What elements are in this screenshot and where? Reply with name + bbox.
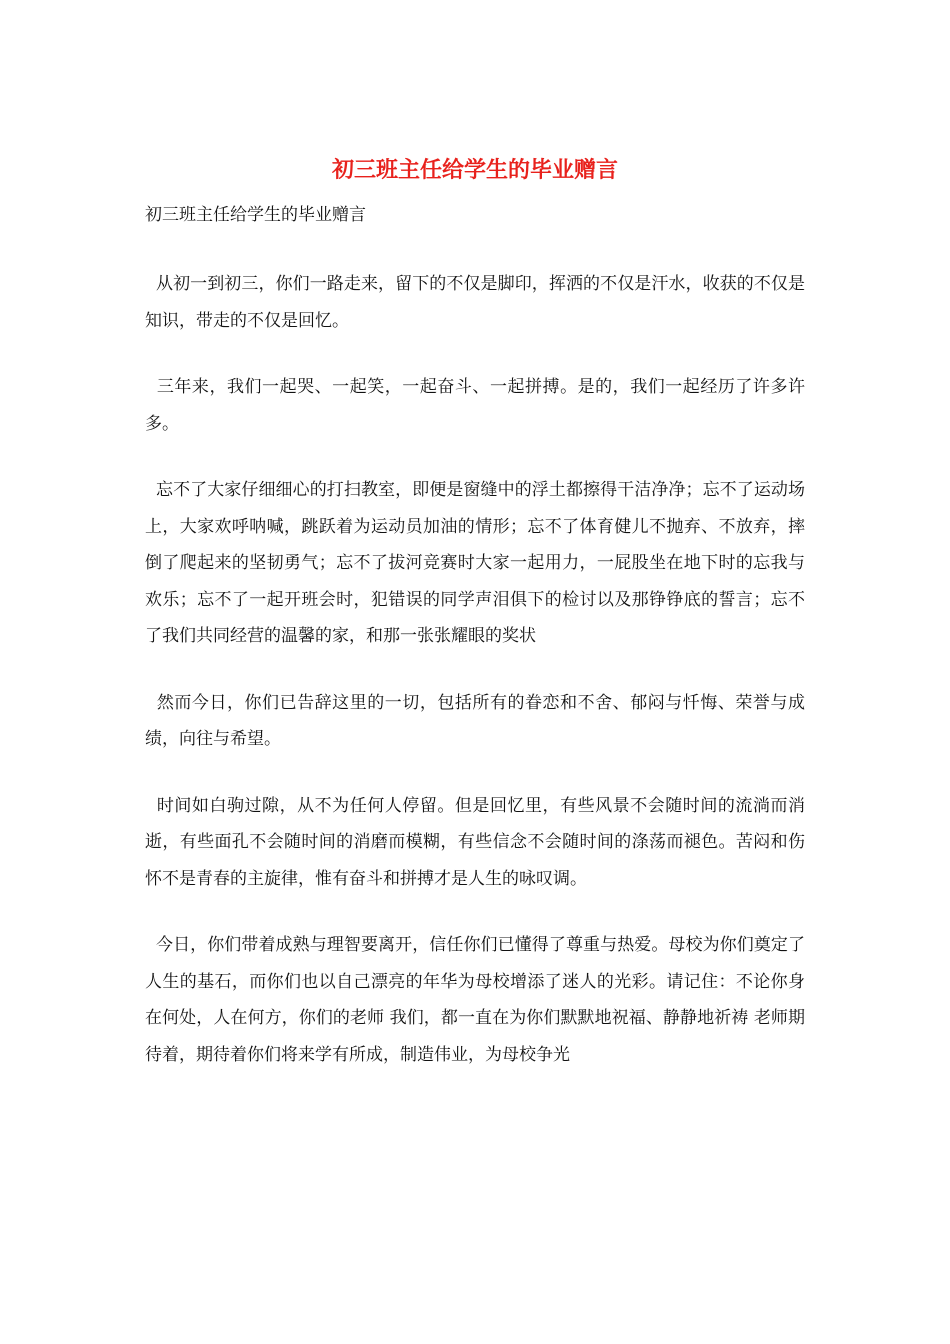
paragraph-5: 时间如白驹过隙，从不为任何人停留。但是回忆里，有些风景不会随时间的流淌而消逝，有些面孔不会随时间的消磨而模糊，有些信念不会随时间的涤荡而褪色。苦闷和伤怀不是青春的主旋律，惟有奋斗和拼搏才是人生的咏叹调。 — [145, 795, 805, 889]
document-body — [145, 266, 805, 1103]
document-title: 初三班主任给学生的毕业赠言 — [331, 157, 618, 183]
paragraph-4: 然而今日，你们已告辞这里的一切，包括所有的眷恋和不舍、郁闷与忏悔、荣誉与成绩，向往与希望。 — [145, 692, 805, 749]
paragraph-3: 忘不了大家仔细细心的打扫教室，即便是窗缝中的浮土都擦得干洁净净；忘不了运动场上，大家欢呼呐喊，跳跃着为运动员加油的情形；忘不了体育健儿不抛弃、不放弃，摔倒了爬起来的坚韧勇气；忘不了拔河竞赛时大家一起用力，一屁股坐在地下时的忘我与欢乐；忘不了一起开班会时，犯错误的同学声泪俱下的检讨以及那铮铮底的誓言；忘不了我们共同经营的温馨的家，和那一张张耀眼的奖状 — [145, 480, 806, 646]
paragraph-2: 三年来，我们一起哭、一起笑，一起奋斗、一起拼搏。是的，我们一起经历了许多许多。 — [145, 377, 805, 434]
document-subtitle: 初三班主任给学生的毕业赠言 — [145, 205, 366, 225]
paragraph-6: 今日，你们带着成熟与理智要离开，信任你们已懂得了尊重与热爱。母校为你们奠定了人生的基石，而你们也以自己漂亮的年华为母校增添了迷人的光彩。请记住：不论你身在何处，人在何方，你们的老师 我们，都一直在为你们默默地祝福、静静地祈祷 老师期待着，期待着你们将来学有所成，制造伟业，为母校争光 — [145, 935, 806, 1065]
paragraph-1: 从初一到初三，你们一路走来，留下的不仅是脚印，挥洒的不仅是汗水，收获的不仅是知识，带走的不仅是回忆。 — [145, 274, 806, 331]
